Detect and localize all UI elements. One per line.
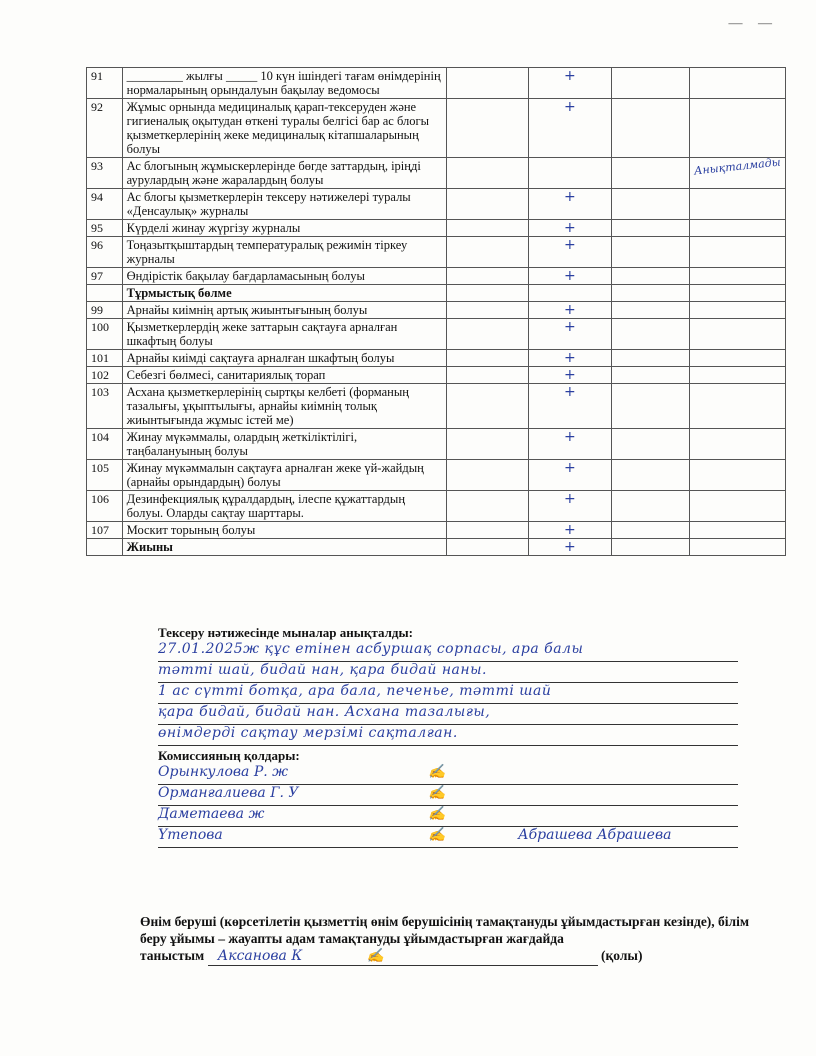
row-cell [611, 491, 689, 522]
row-mark [528, 237, 611, 268]
row-cell [611, 522, 689, 539]
row-cell [447, 158, 529, 189]
row-mark [528, 220, 611, 237]
row-note [690, 522, 786, 539]
row-cell [611, 319, 689, 350]
signature-mark: ✍ [428, 764, 446, 780]
row-cell [611, 220, 689, 237]
row-note [690, 367, 786, 384]
total-label: Жиыны [122, 539, 446, 556]
row-note [690, 429, 786, 460]
plus-mark: + [563, 68, 576, 84]
row-description: Жинау мүкәммалын сақтауға арналған жеке үй-жайдың (арнайы орындардың) болуы [122, 460, 446, 491]
table-row [87, 268, 786, 285]
row-cell [447, 220, 529, 237]
signature-row [158, 827, 738, 848]
row-number [87, 539, 123, 556]
row-cell [447, 285, 529, 302]
handwritten-result-line: тәтті шай, бидай нан, қара бидай наны. [158, 662, 738, 683]
row-cell [690, 539, 786, 556]
table-row [87, 158, 786, 189]
plus-mark: + [563, 268, 576, 284]
row-note [690, 350, 786, 367]
row-cell [447, 350, 529, 367]
corner-marks: — — [728, 16, 778, 31]
handwritten-result-line: 27.01.2025ж құс етінен асбуршақ сорпасы, ара балы [158, 641, 738, 662]
row-description: Москит торының болуы [122, 522, 446, 539]
row-note [690, 460, 786, 491]
table-row [87, 237, 786, 268]
row-number: 105 [87, 460, 123, 491]
row-description: Жинау мүкәммалы, олардың жеткіліктілігі, таңбалануының болуы [122, 429, 446, 460]
row-cell [447, 268, 529, 285]
plus-mark: + [563, 460, 576, 476]
table-row [87, 350, 786, 367]
row-cell [690, 285, 786, 302]
row-mark [528, 460, 611, 491]
row-note [690, 68, 786, 99]
table-row [87, 220, 786, 237]
plus-mark: + [563, 429, 576, 445]
row-cell [611, 460, 689, 491]
row-cell [611, 68, 689, 99]
row-note [690, 237, 786, 268]
row-description: Арнайы киімді сақтауға арналған шкафтың болуы [122, 350, 446, 367]
row-note [690, 491, 786, 522]
table-row [87, 522, 786, 539]
plus-mark: + [563, 99, 576, 115]
row-number: 106 [87, 491, 123, 522]
row-description: Дезинфекциялық құралдардың, ілеспе құжаттардың болуы. Оларды сақтау шарттары. [122, 491, 446, 522]
plus-mark: + [563, 189, 576, 205]
row-mark [528, 302, 611, 319]
handwritten-result-line: қара бидай, бидай нан. Асхана тазалығы, [158, 704, 738, 725]
signatory-name: Үтепова [158, 827, 223, 843]
row-cell [611, 302, 689, 319]
row-number [87, 285, 123, 302]
row-cell [447, 522, 529, 539]
row-description: Қызметкерлердің жеке заттарын сақтауға арналған шкафтың болуы [122, 319, 446, 350]
sign-label: (қолы) [600, 948, 643, 963]
row-mark [528, 367, 611, 384]
row-description: Өндірістік бақылау бағдарламасының болуы [122, 268, 446, 285]
row-description: Жұмыс орнында медициналық қарап-тексеруден және гигиеналық оқытудан өткені туралы белгісі бар ас блогы қызметкерлерінің жеке медициналық кітапшаларының болуы [122, 99, 446, 158]
row-cell [447, 367, 529, 384]
row-mark [528, 158, 611, 189]
row-note [690, 319, 786, 350]
row-number: 103 [87, 384, 123, 429]
ack-signature-mark: ✍ [366, 948, 385, 964]
row-mark [528, 522, 611, 539]
plus-mark: + [563, 319, 576, 335]
row-mark [528, 539, 611, 556]
plus-mark: + [563, 539, 576, 555]
row-cell [611, 237, 689, 268]
row-mark [528, 429, 611, 460]
row-note [690, 302, 786, 319]
row-cell [611, 158, 689, 189]
row-number: 99 [87, 302, 123, 319]
table-row [87, 68, 786, 99]
row-note [690, 268, 786, 285]
signature-mark: ✍ [428, 785, 446, 801]
row-number: 95 [87, 220, 123, 237]
table-row [87, 384, 786, 429]
row-cell [447, 302, 529, 319]
section-row [87, 285, 786, 302]
footer-acknowledgement [140, 913, 760, 966]
row-cell [447, 539, 529, 556]
handwritten-result-line: өнімдерді сақтау мерзімі сақталған. [158, 725, 738, 746]
row-note [690, 220, 786, 237]
row-mark [528, 319, 611, 350]
row-number: 96 [87, 237, 123, 268]
ack-name: Аксанова К [217, 948, 303, 964]
table-row [87, 491, 786, 522]
plus-mark: + [563, 350, 576, 366]
table-row [87, 99, 786, 158]
signatory-name: Даметаева ж [158, 806, 265, 822]
row-number: 91 [87, 68, 123, 99]
row-number: 107 [87, 522, 123, 539]
row-mark [528, 350, 611, 367]
row-number: 101 [87, 350, 123, 367]
row-number: 104 [87, 429, 123, 460]
results-title: Тексеру нәтижесінде мыналар анықталды: [158, 625, 413, 640]
plus-mark: + [563, 384, 576, 400]
row-cell [611, 384, 689, 429]
row-description: Ас блогы қызметкерлерін тексеру нәтижелері туралы «Денсаулық» журналы [122, 189, 446, 220]
handwritten-result-line: 1 ас сүтті ботқа, ара бала, печенье, тәтті шай [158, 683, 738, 704]
row-cell [611, 285, 689, 302]
signatory-name: Орманғалиева Г. У [158, 785, 299, 801]
row-mark [528, 491, 611, 522]
table-row [87, 319, 786, 350]
row-cell [447, 237, 529, 268]
row-cell [611, 189, 689, 220]
signature-extra [518, 785, 738, 805]
table-row [87, 429, 786, 460]
footer-text: Өнім беруші (көрсетілетін қызметтің өнім берушісінің тамақтануды ұйымдастырған кезінде), білім беру ұйымы – жауапты адам тамақтануды ұйымдастырған жағдайда [140, 914, 750, 946]
signatory-name: Орынкулова Р. ж [158, 764, 289, 780]
row-cell [611, 539, 689, 556]
section-title: Тұрмыстық бөлме [122, 285, 446, 302]
row-description: Арнайы киімнің артық жиынтығының болуы [122, 302, 446, 319]
plus-mark: + [563, 522, 576, 538]
row-mark [528, 99, 611, 158]
row-cell [447, 68, 529, 99]
signature-row [158, 785, 738, 806]
row-cell [611, 350, 689, 367]
row-mark [528, 268, 611, 285]
signature-mark: ✍ [428, 827, 446, 843]
plus-mark: + [563, 220, 576, 236]
row-cell [447, 189, 529, 220]
row-mark [528, 384, 611, 429]
row-mark [528, 68, 611, 99]
row-note [690, 155, 786, 189]
row-cell [447, 319, 529, 350]
row-cell [611, 268, 689, 285]
signature-extra: Абрашева Абрашева [518, 827, 672, 843]
row-cell [447, 460, 529, 491]
row-description: Асхана қызметкерлерінің сыртқы келбеті (форманың тазалығы, ұқыптылығы, арнайы киімнің толық жиынтығында жұмыс істей ме) [122, 384, 446, 429]
row-description: Күрделі жинау жүргізу журналы [122, 220, 446, 237]
row-cell [447, 99, 529, 158]
row-cell [611, 429, 689, 460]
row-number: 93 [87, 158, 123, 189]
total-row [87, 539, 786, 556]
row-number: 100 [87, 319, 123, 350]
table-row [87, 302, 786, 319]
ack-signature-line [208, 948, 598, 966]
handwritten-note: Анықталмады [693, 155, 782, 178]
ack-label: таныстым [140, 948, 205, 963]
row-note [690, 189, 786, 220]
results-section [158, 625, 738, 848]
plus-mark: + [563, 237, 576, 253]
row-number: 94 [87, 189, 123, 220]
row-cell [447, 384, 529, 429]
plus-mark: + [563, 491, 576, 507]
commission-title: Комиссияның қолдары: [158, 748, 300, 763]
row-number: 102 [87, 367, 123, 384]
row-number: 92 [87, 99, 123, 158]
row-note [690, 99, 786, 158]
row-cell [611, 367, 689, 384]
inspection-table [86, 67, 786, 556]
row-description: Себезгі бөлмесі, санитариялық торап [122, 367, 446, 384]
row-cell [611, 99, 689, 158]
signature-extra [518, 806, 738, 826]
signature-mark: ✍ [428, 806, 446, 822]
row-description: Ас блогының жұмыскерлерінде бөгде заттардың, іріңді аурулардың және жаралардың болуы [122, 158, 446, 189]
signature-row [158, 806, 738, 827]
table-row [87, 460, 786, 491]
row-description: Тоңазытқыштардың температуралық режимін тіркеу журналы [122, 237, 446, 268]
row-note [690, 384, 786, 429]
row-cell [528, 285, 611, 302]
row-mark [528, 189, 611, 220]
row-cell [447, 491, 529, 522]
row-description: _________ жылғы _____ 10 күн ішіндегі тағам өнімдерінің нормаларының орындалуын бақылау ведомосы [122, 68, 446, 99]
table-row [87, 189, 786, 220]
row-cell [447, 429, 529, 460]
plus-mark: + [563, 302, 576, 318]
table-row [87, 367, 786, 384]
signature-extra [518, 764, 738, 784]
signature-row [158, 764, 738, 785]
row-number: 97 [87, 268, 123, 285]
plus-mark: + [563, 367, 576, 383]
